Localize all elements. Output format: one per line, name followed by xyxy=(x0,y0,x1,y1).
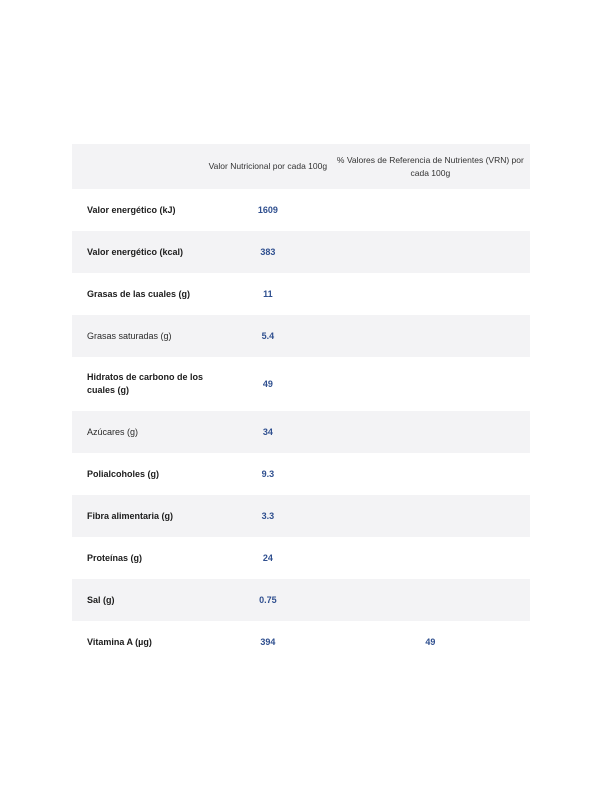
table-row xyxy=(72,357,530,411)
row-label: Proteínas (g) xyxy=(87,552,143,563)
row-label: Azúcares (g) xyxy=(87,426,139,437)
row-label: Grasas de las cuales (g) xyxy=(87,288,191,299)
row-label: Fibra alimentaria (g) xyxy=(87,510,174,521)
row-value: 49 xyxy=(262,379,273,389)
table-row xyxy=(72,621,530,663)
row-vrn: 49 xyxy=(425,637,436,647)
row-value: 11 xyxy=(263,289,273,299)
row-label: Sal (g) xyxy=(87,594,115,605)
row-value: 24 xyxy=(262,553,273,563)
header-value-column: Valor Nutricional por cada 100g xyxy=(208,161,328,171)
table-row xyxy=(72,453,530,495)
header-vrn-column: % Valores de Referencia de Nutrientes (VRN) por cada 100g xyxy=(336,154,524,178)
row-label: Vitamina A (µg) xyxy=(87,636,152,647)
table-row xyxy=(72,231,530,273)
table-row xyxy=(72,189,530,231)
table-row xyxy=(72,579,530,621)
table-row xyxy=(72,411,530,453)
table-header xyxy=(72,144,530,189)
row-value: 3.3 xyxy=(261,511,275,521)
nutrition-table xyxy=(72,144,530,663)
row-value: 9.3 xyxy=(261,469,275,479)
table-row xyxy=(72,495,530,537)
row-value: 383 xyxy=(260,247,276,257)
row-label: Grasas saturadas (g) xyxy=(87,330,172,341)
table-row xyxy=(72,273,530,315)
row-value: 0.75 xyxy=(259,595,277,605)
table-row xyxy=(72,315,530,357)
row-value: 34 xyxy=(262,427,273,437)
row-value: 5.4 xyxy=(261,331,275,341)
row-label: Polialcoholes (g) xyxy=(87,468,160,479)
row-value: 1609 xyxy=(257,205,278,215)
table-row xyxy=(72,537,530,579)
row-label: Valor energético (kcal) xyxy=(87,246,184,257)
row-value: 394 xyxy=(260,637,276,647)
row-label: Hidratos de carbono de los cuales (g) xyxy=(87,372,204,395)
row-label: Valor energético (kJ) xyxy=(87,204,176,215)
